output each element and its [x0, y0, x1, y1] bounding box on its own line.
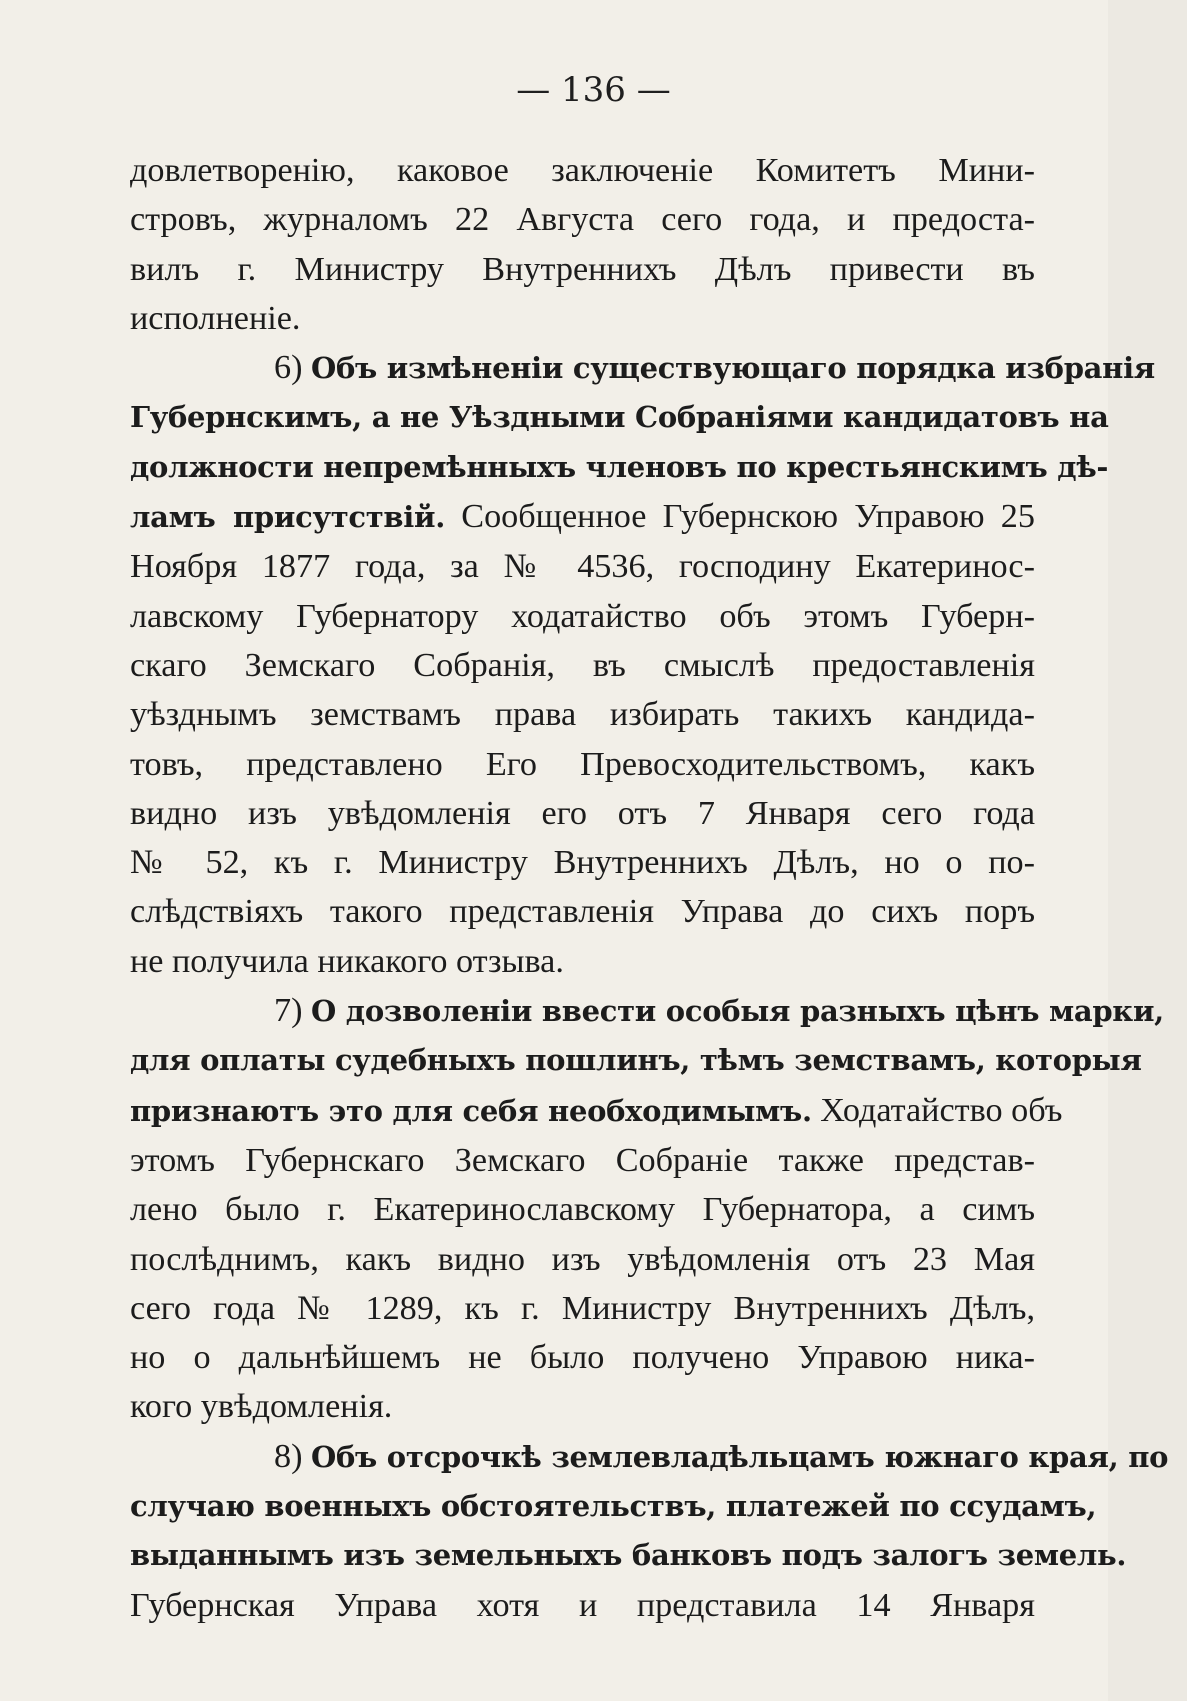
text-line — [130, 986, 1164, 1036]
text-line — [130, 1086, 1063, 1136]
text-line: должности непремѣнныхъ членовъ по крестьянскимъ дѣ- — [130, 449, 1109, 484]
item-heading: О дозволеніи ввести особыя разныхъ цѣнъ марки, — [311, 994, 1164, 1029]
text-line — [130, 343, 1155, 393]
text-line: послѣднимъ, какъ видно изъ увѣдомленія отъ 23 Мая — [130, 1240, 1035, 1278]
item-body-start: Сообщенное Губернскою Управою 25 — [445, 498, 1035, 536]
item-heading-end: ламъ присутствій. — [130, 500, 445, 535]
text-line: довлетворенію, каковое заключеніе Комитетъ Мини- — [130, 152, 1035, 189]
text-line: Ноября 1877 года, за № 4536, господину Екатеринос- — [130, 548, 1035, 586]
text-line: лавскому Губернатору ходатайство объ этомъ Губерн- — [130, 597, 1035, 635]
text-line: уѣзднымъ земствамъ права избирать такихъ кандида- — [130, 696, 1035, 734]
text-line: выданнымъ изъ земельныхъ банковъ подъ залогъ земель. — [130, 1538, 1127, 1573]
text-line: сего года № 1289, къ г. Министру Внутреннихъ Дѣлъ, — [130, 1289, 1035, 1327]
text-line: скаго Земскаго Собранія, въ смыслѣ предоставленія — [130, 646, 1035, 684]
text-line: Губернскимъ, а не Уѣздными Собраніями кандидатовъ на — [130, 400, 1109, 435]
text-line: вилъ г. Министру Внутреннихъ Дѣлъ привести въ — [130, 250, 1035, 288]
text-line: но о дальнѣйшемъ не было получено Управою ника- — [130, 1339, 1035, 1377]
item-number: 8) — [274, 1437, 312, 1475]
text-line: № 52, къ г. Министру Внутреннихъ Дѣлъ, но о по- — [130, 844, 1035, 882]
text-line: слѣдствіяхъ такого представленія Управа до сихъ поръ — [130, 893, 1035, 931]
item-number: 6) — [274, 349, 312, 387]
item-heading: Объ отсрочкѣ землевладѣльцамъ южнаго края, по — [311, 1439, 1169, 1474]
page-text-block — [130, 146, 1169, 1630]
item-heading-end: признаютъ это для себя необходимымъ. — [130, 1093, 812, 1128]
text-line — [130, 492, 1035, 542]
item-body-start: Ходатайство объ — [811, 1091, 1063, 1129]
text-line: товъ, представлено Его Превосходительствомъ, какъ — [130, 745, 1035, 783]
text-line: стровъ, журналомъ 22 Августа сего года, и предоста- — [130, 201, 1035, 239]
text-line: Губернская Управа хотя и представила 14 Января — [130, 1586, 1035, 1624]
item-heading: Объ измѣненіи существующаго порядка избранія — [311, 351, 1155, 386]
text-line: видно изъ увѣдомленія его отъ 7 Января сего года — [130, 794, 1035, 832]
item-number: 7) — [274, 992, 312, 1030]
text-line: исполненіе. — [130, 299, 301, 337]
text-line: лено было г. Екатеринославскому Губернатора, а симъ — [130, 1191, 1035, 1229]
text-line: не получила никакого отзыва. — [130, 942, 564, 980]
text-line: для оплаты судебныхъ пошлинъ, тѣмъ земствамъ, которыя — [130, 1043, 1142, 1078]
text-line: этомъ Губернскаго Земскаго Собраніе также представ- — [130, 1141, 1035, 1179]
text-line: кого увѣдомленія. — [130, 1388, 393, 1426]
page-number: — 136 — — [516, 70, 671, 110]
text-line: случаю военныхъ обстоятельствъ, платежей по ссудамъ, — [130, 1489, 1097, 1524]
text-line — [130, 1432, 1169, 1482]
